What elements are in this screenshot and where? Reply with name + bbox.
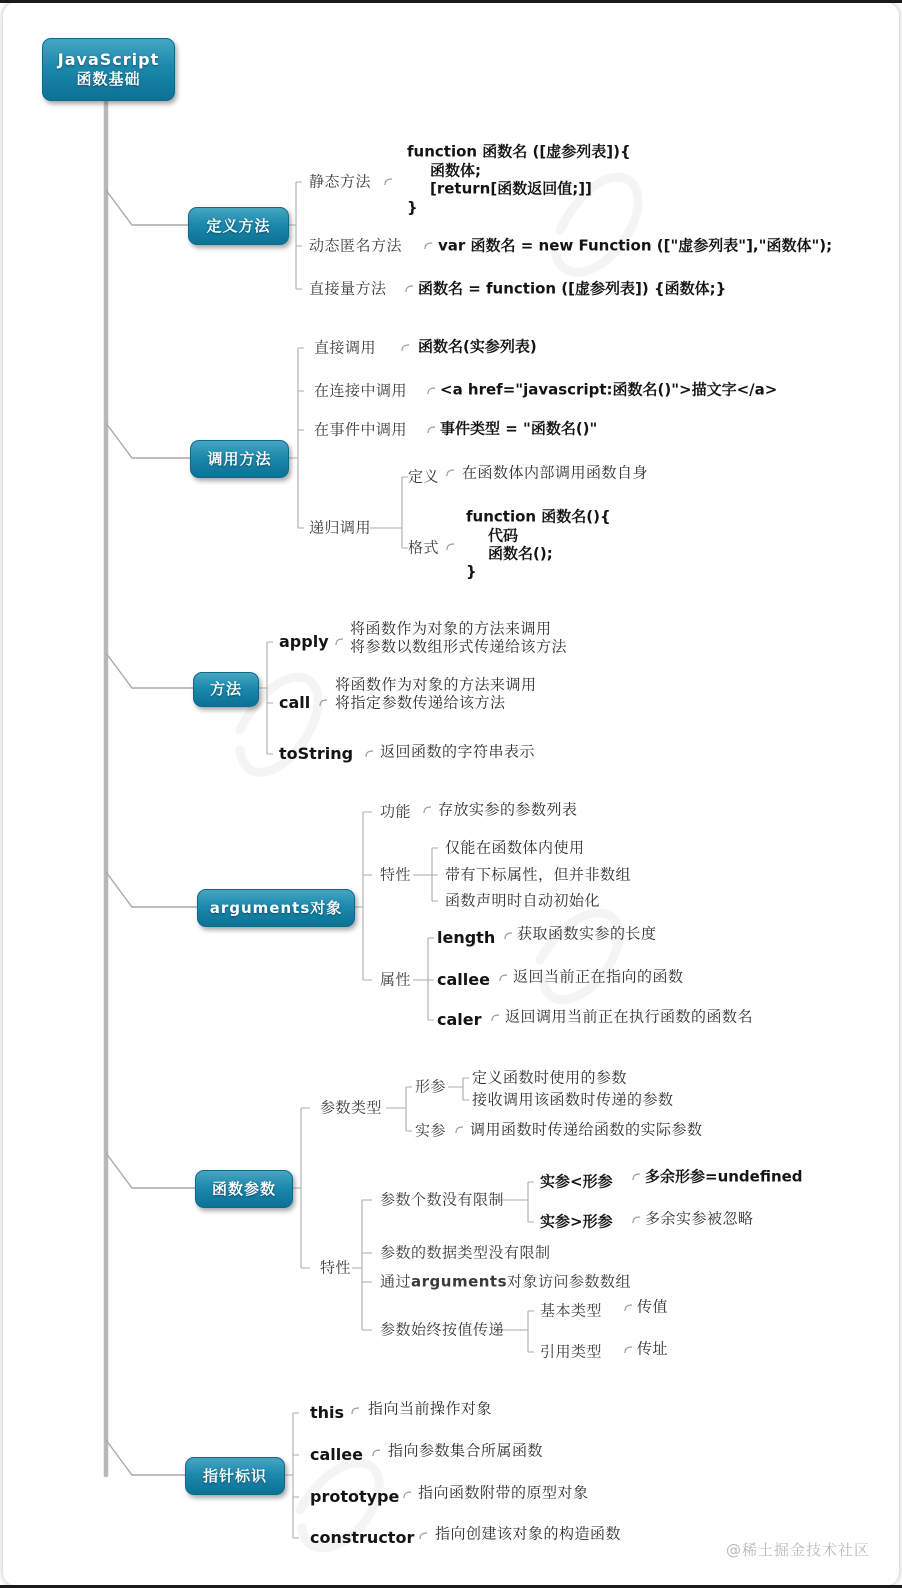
topic-arg-traits: 特性 xyxy=(380,865,412,884)
topic-literal-method: 直接量方法 xyxy=(309,279,387,298)
root-title: JavaScript xyxy=(57,50,160,70)
node-define-methods xyxy=(188,207,289,245)
topic-this: this xyxy=(310,1403,345,1422)
watermark-text: @稀土掘金技术社区 xyxy=(725,1541,870,1559)
desc-reference-type: 传址 xyxy=(637,1339,669,1358)
desc-call-line2: 将指定参数传递给该方法 xyxy=(335,693,506,712)
topic-call-in-event: 在事件中调用 xyxy=(314,420,408,439)
desc-call-line1: 将函数作为对象的方法来调用 xyxy=(335,675,537,694)
desc-pointer-callee: 指向参数集合所属函数 xyxy=(388,1441,544,1460)
desc-constructor: 指向创建该对象的构造函数 xyxy=(435,1524,622,1543)
topic-formal-param: 形参 xyxy=(415,1077,447,1096)
code-recursive-line4: } xyxy=(466,562,477,581)
code-literal-method: 函数名 = function ([虚参列表]) {函数体;} xyxy=(418,279,727,298)
code-static-method-line4: } xyxy=(407,198,418,217)
node-arguments-object-label: arguments对象 xyxy=(209,898,343,917)
topic-length: length xyxy=(437,928,496,947)
desc-arg-trait-2: 带有下标属性，但并非数组 xyxy=(445,865,632,884)
desc-actual-param: 调用函数时传递给函数的实际参数 xyxy=(470,1120,703,1139)
topic-direct-call: 直接调用 xyxy=(314,338,377,357)
via-arguments-pre: 通过 xyxy=(380,1272,412,1291)
topic-tostring: toString xyxy=(279,744,354,763)
code-direct-call: 函数名(实参列表) xyxy=(418,337,537,356)
desc-prototype: 指向函数附带的原型对象 xyxy=(418,1483,589,1502)
topic-param-type-no-limit: 参数的数据类型没有限制 xyxy=(380,1243,551,1262)
node-define-methods-label: 定义方法 xyxy=(206,216,271,235)
code-call-in-event: 事件类型 = "函数名()" xyxy=(440,419,598,438)
topic-recursive-call: 递归调用 xyxy=(309,518,372,537)
desc-arg-trait-1: 仅能在函数体内使用 xyxy=(445,838,585,857)
code-static-method-line3: [return[函数返回值;]] xyxy=(430,179,592,198)
node-invoke-methods xyxy=(190,440,289,478)
root-subtitle: 函数基础 xyxy=(76,70,141,89)
topic-prototype: prototype xyxy=(310,1487,400,1506)
desc-recursive-definition: 在函数体内部调用函数自身 xyxy=(462,463,649,482)
topic-static-method: 静态方法 xyxy=(309,172,372,191)
code-static-method-line2: 函数体; xyxy=(430,161,481,180)
topic-callee: callee xyxy=(437,970,490,989)
desc-formal-2: 接收调用该函数时传递的参数 xyxy=(472,1090,674,1109)
node-function-params xyxy=(195,1170,293,1208)
desc-caler: 返回调用当前正在执行函数的函数名 xyxy=(505,1007,754,1026)
node-invoke-methods-label: 调用方法 xyxy=(207,449,272,468)
code-recursive-line1: function 函数名(){ xyxy=(466,507,611,526)
topic-reference-type: 引用类型 xyxy=(540,1342,603,1361)
code-static-method-line1: function 函数名 ([虚参列表]){ xyxy=(407,142,631,161)
topic-dynamic-anonymous-method: 动态匿名方法 xyxy=(309,236,403,255)
topic-caler: caler xyxy=(437,1010,482,1029)
code-dynamic-anonymous: var 函数名 = new Function (["虚参列表"],"函数体"); xyxy=(438,236,833,255)
code-call-in-link: <a href="javascript:函数名()">描文字</a> xyxy=(440,380,778,399)
via-arguments-post: 对象访问参数数组 xyxy=(507,1272,632,1291)
desc-arg-function: 存放实参的参数列表 xyxy=(438,800,578,819)
root-node xyxy=(42,38,175,101)
desc-formal-1: 定义函数时使用的参数 xyxy=(472,1068,628,1087)
via-arguments-bold: arguments xyxy=(411,1272,508,1291)
node-pointer-ids xyxy=(185,1457,285,1495)
topic-arg-props: 属性 xyxy=(380,970,412,989)
topic-param-types: 参数类型 xyxy=(320,1098,383,1117)
code-recursive-line3: 函数名(); xyxy=(488,544,553,563)
node-function-params-label: 函数参数 xyxy=(211,1179,276,1198)
code-recursive-line2: 代码 xyxy=(488,526,519,545)
topic-call: call xyxy=(279,693,311,712)
desc-this: 指向当前操作对象 xyxy=(368,1399,493,1418)
topic-pointer-callee: callee xyxy=(310,1445,363,1464)
topic-apply: apply xyxy=(279,632,329,651)
desc-callee: 返回当前正在指向的函数 xyxy=(513,967,684,986)
topic-primitive-type: 基本类型 xyxy=(540,1301,603,1320)
node-pointer-ids-label: 指针标识 xyxy=(202,1466,267,1485)
node-methods xyxy=(193,672,259,707)
topic-constructor: constructor xyxy=(310,1528,415,1547)
desc-apply-line2: 将参数以数组形式传递给该方法 xyxy=(350,637,568,656)
desc-length: 获取函数实参的长度 xyxy=(517,924,657,943)
topic-param-traits: 特性 xyxy=(320,1258,352,1277)
topic-actual-param: 实参 xyxy=(415,1121,447,1140)
topic-recursive-definition: 定义 xyxy=(408,467,440,486)
node-methods-label: 方法 xyxy=(209,680,242,699)
topic-call-in-link: 在连接中调用 xyxy=(314,381,408,400)
topic-param-count: 参数个数没有限制 xyxy=(380,1190,505,1209)
topic-actual-lt-formal: 实参<形参 xyxy=(540,1172,613,1191)
top-edge-bar xyxy=(0,0,902,3)
topic-actual-gt-formal: 实参>形参 xyxy=(540,1212,613,1231)
topic-pass-by-value: 参数始终按值传递 xyxy=(380,1320,505,1339)
branch-connectors xyxy=(106,190,197,1475)
desc-apply-line1: 将函数作为对象的方法来调用 xyxy=(350,619,552,638)
desc-tostring: 返回函数的字符串表示 xyxy=(380,742,536,761)
desc-primitive-type: 传值 xyxy=(637,1297,669,1316)
node-arguments-object xyxy=(197,889,355,927)
desc-arg-trait-3: 函数声明时自动初始化 xyxy=(445,891,601,910)
desc-actual-gt-formal: 多余实参被忽略 xyxy=(645,1209,754,1228)
topic-arg-function: 功能 xyxy=(380,802,412,821)
topic-via-arguments xyxy=(380,1272,632,1291)
desc-actual-lt-formal: 多余形参=undefined xyxy=(645,1167,803,1186)
topic-recursive-format: 格式 xyxy=(408,538,440,557)
